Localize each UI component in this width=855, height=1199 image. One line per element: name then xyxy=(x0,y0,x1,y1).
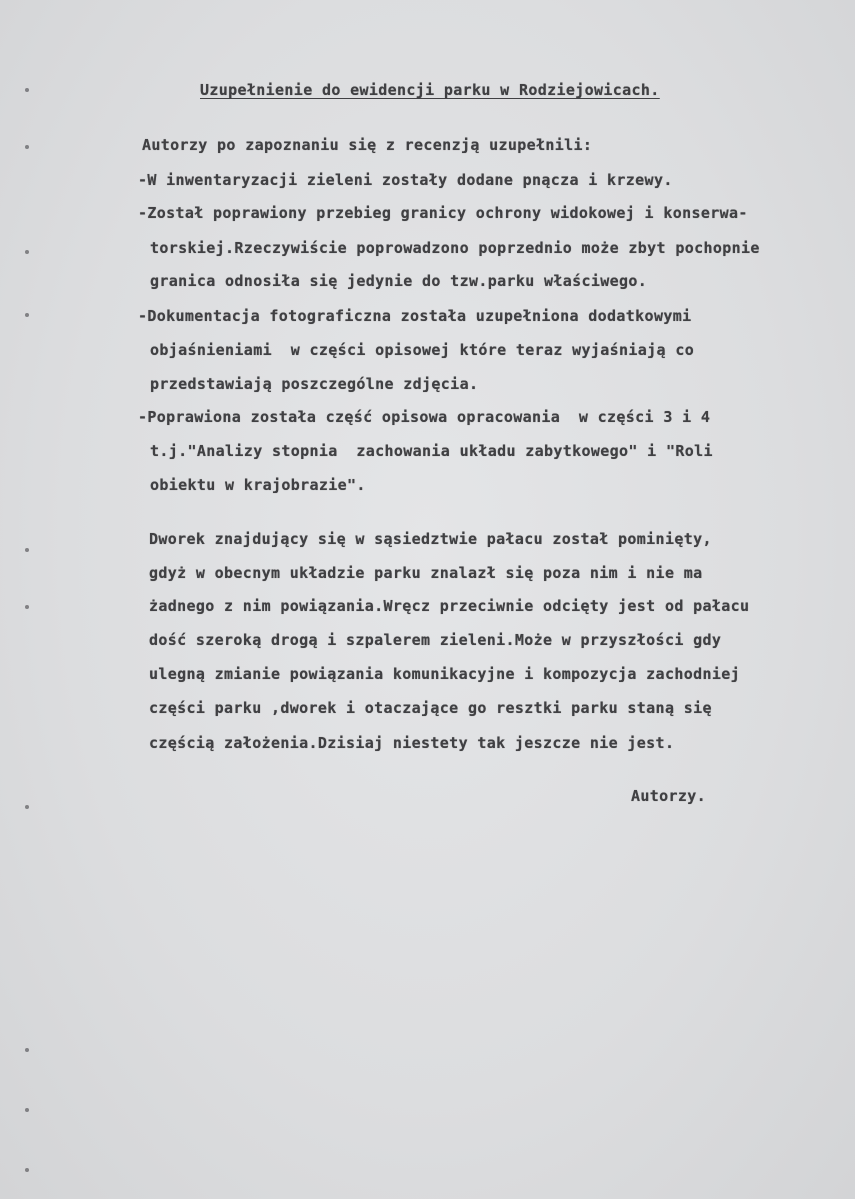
list-item-line: granica odnosiła się jedynie do tzw.parku właściwego. xyxy=(150,272,648,290)
paragraph-line: dość szeroką drogą i szpalerem zieleni.Może w przyszłości gdy xyxy=(149,631,722,649)
list-item-line: -W inwentaryzacji zieleni zostały dodane pnącza i krzewy. xyxy=(138,171,673,189)
binding-hole xyxy=(25,1048,29,1052)
list-item-line: objaśnieniami w części opisowej które teraz wyjaśniają co xyxy=(150,341,695,359)
binding-hole xyxy=(25,548,29,552)
paragraph-line: części parku ,dworek i otaczające go resztki parku staną się xyxy=(149,699,712,717)
binding-hole xyxy=(25,88,29,92)
paragraph-line: Dworek znajdujący się w sąsiedztwie pałacu został pominięty, xyxy=(149,530,712,548)
intro-line: Autorzy po zapoznaniu się z recenzją uzupełnili: xyxy=(142,136,593,154)
binding-hole xyxy=(25,805,29,809)
binding-hole xyxy=(25,145,29,149)
list-item-line: przedstawiają poszczególne zdjęcia. xyxy=(150,375,479,393)
paragraph-line: częścią założenia.Dzisiaj niestety tak jeszcze nie jest. xyxy=(149,734,675,752)
document-title: Uzupełnienie do ewidencji parku w Rodziejowicach. xyxy=(200,81,660,99)
list-item-line: torskiej.Rzeczywiście poprowadzono poprzednio może zbyt pochopnie xyxy=(150,239,760,257)
list-item-line: -Poprawiona została część opisowa opracowania w części 3 i 4 xyxy=(138,408,711,426)
paragraph-line: ulegną zmianie powiązania komunikacyjne i kompozycja zachodniej xyxy=(149,665,740,683)
list-item-line: t.j."Analizy stopnia zachowania układu zabytkowego" i "Roli xyxy=(150,442,713,460)
binding-hole xyxy=(25,250,29,254)
list-item-line: obiektu w krajobrazie". xyxy=(150,476,366,494)
paragraph-line: gdyż w obecnym układzie parku znalazł się poza nim i nie ma xyxy=(149,564,703,582)
list-item-line: -Został poprawiony przebieg granicy ochrony widokowej i konserwa- xyxy=(138,204,748,222)
list-item-line: -Dokumentacja fotograficzna została uzupełniona dodatkowymi xyxy=(138,307,692,325)
signature: Autorzy. xyxy=(631,787,707,805)
binding-hole xyxy=(25,605,29,609)
binding-hole xyxy=(25,1108,29,1112)
paragraph-line: żadnego z nim powiązania.Wręcz przeciwnie odcięty jest od pałacu xyxy=(149,597,750,615)
binding-hole xyxy=(25,313,29,317)
binding-hole xyxy=(25,1168,29,1172)
